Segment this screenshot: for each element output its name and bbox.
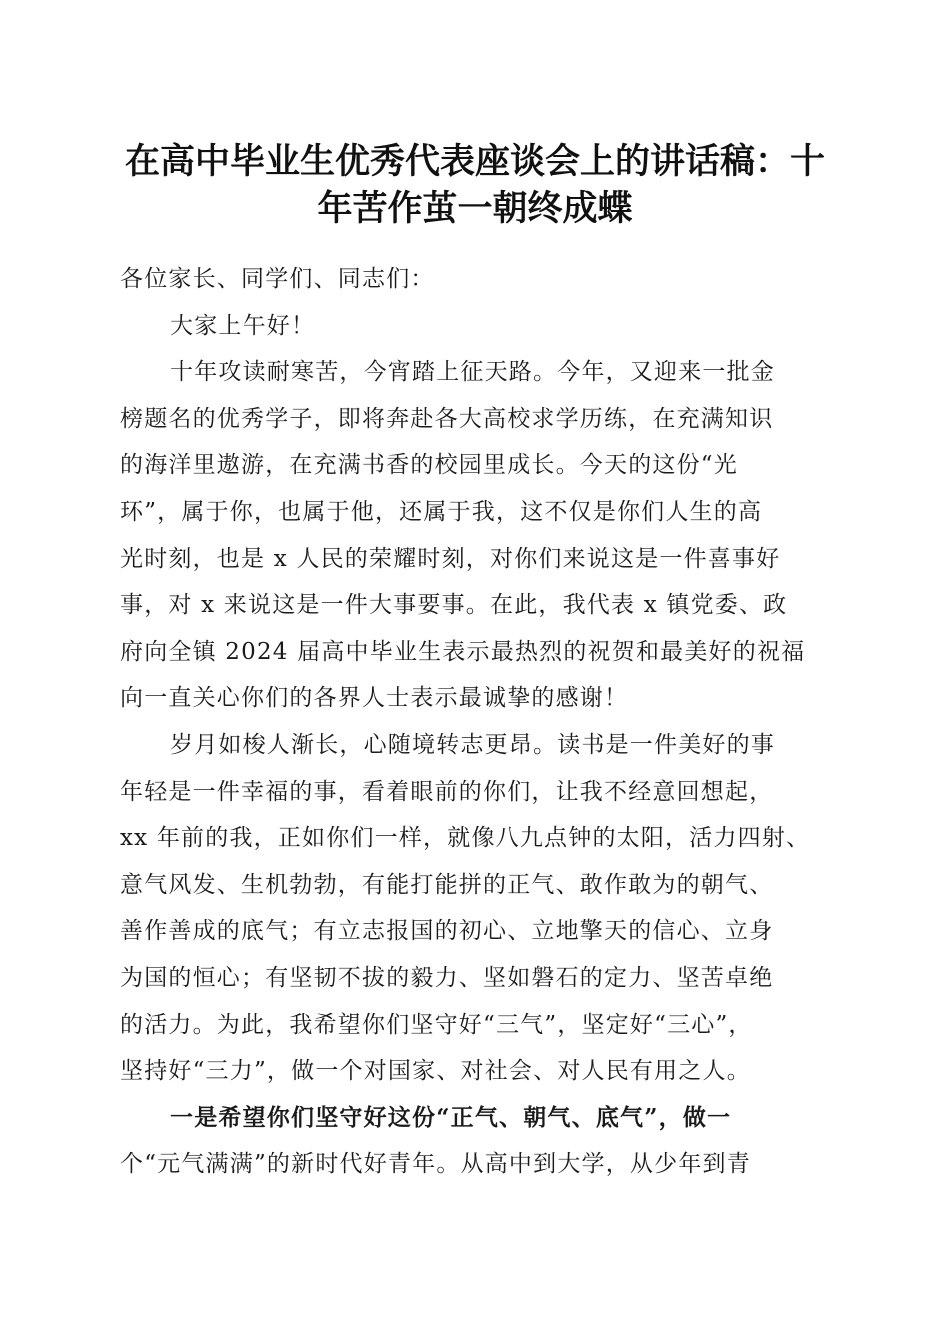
document-body [120,256,832,1188]
paragraph-line: 向一直关心你们的各界人士表示最诚挚的感谢！ [120,685,629,712]
paragraph-line: 事，对 x 来说这是一件大事要事。在此，我代表 x 镇党委、政 [120,592,788,619]
title-line: 在高中毕业生优秀代表座谈会上的讲话稿：十 [124,141,825,182]
paragraph-line: 坚持好“三力”，做一个对国家、对社会、对人民有用之人。 [120,1058,751,1085]
paragraph-line: xx 年前的我，正如你们一样，就像八九点钟的太阳，活力四射、 [120,825,811,852]
paragraph-line: 榜题名的优秀学子，即将奔赴各大高校求学历练，在充满知识 [120,405,774,432]
paragraph-line: 环”，属于你，也属于他，还属于我，这不仅是你们人生的高 [120,498,763,525]
paragraph-line: 大家上午好！ [170,312,316,339]
paragraph-line: 年轻是一件幸福的事，看着眼前的你们，让我不经意回想起， [120,778,774,805]
paragraph-line: 为国的恒心；有坚韧不拔的毅力、坚如磐石的定力、坚苦卓绝 [120,964,774,991]
paragraph-line: 的海洋里遨游，在充满书香的校园里成长。今天的这份“光 [120,452,738,479]
paragraph-line: 各位家长、同学们、同志们： [120,266,435,292]
paragraph-line: 善作善成的底气；有立志报国的初心、立地擎天的信心、立身 [120,918,774,945]
paragraph-line: 府向全镇 2024 届高中毕业生表示最热烈的祝贺和最美好的祝福 [120,638,806,665]
paragraph-line: 十年攻读耐寒苦，今宵踏上征天路。今年，又迎来一批金 [170,359,775,386]
paragraph-line: 一是希望你们坚守好这份“正气、朝气、底气”，做一 [170,1103,732,1131]
title-line: 年苦作茧一朝终成蝶 [317,188,633,229]
paragraph-line: 意气风发、生机勃勃，有能打能拼的正气、敢作敢为的朝气、 [120,871,774,898]
paragraph-line: 岁月如梭人渐长，心随境转志更昂。读书是一件美好的事 [170,731,775,758]
paragraph-line: 光时刻，也是 x 人民的荣耀时刻，对你们来说这是一件喜事好 [120,545,781,572]
paragraph-line: 个“元气满满”的新时代好青年。从高中到大学，从少年到青 [120,1151,751,1178]
document-title [100,138,850,232]
paragraph-line: 的活力。为此，我希望你们坚守好“三气”，坚定好“三心”， [120,1011,753,1038]
